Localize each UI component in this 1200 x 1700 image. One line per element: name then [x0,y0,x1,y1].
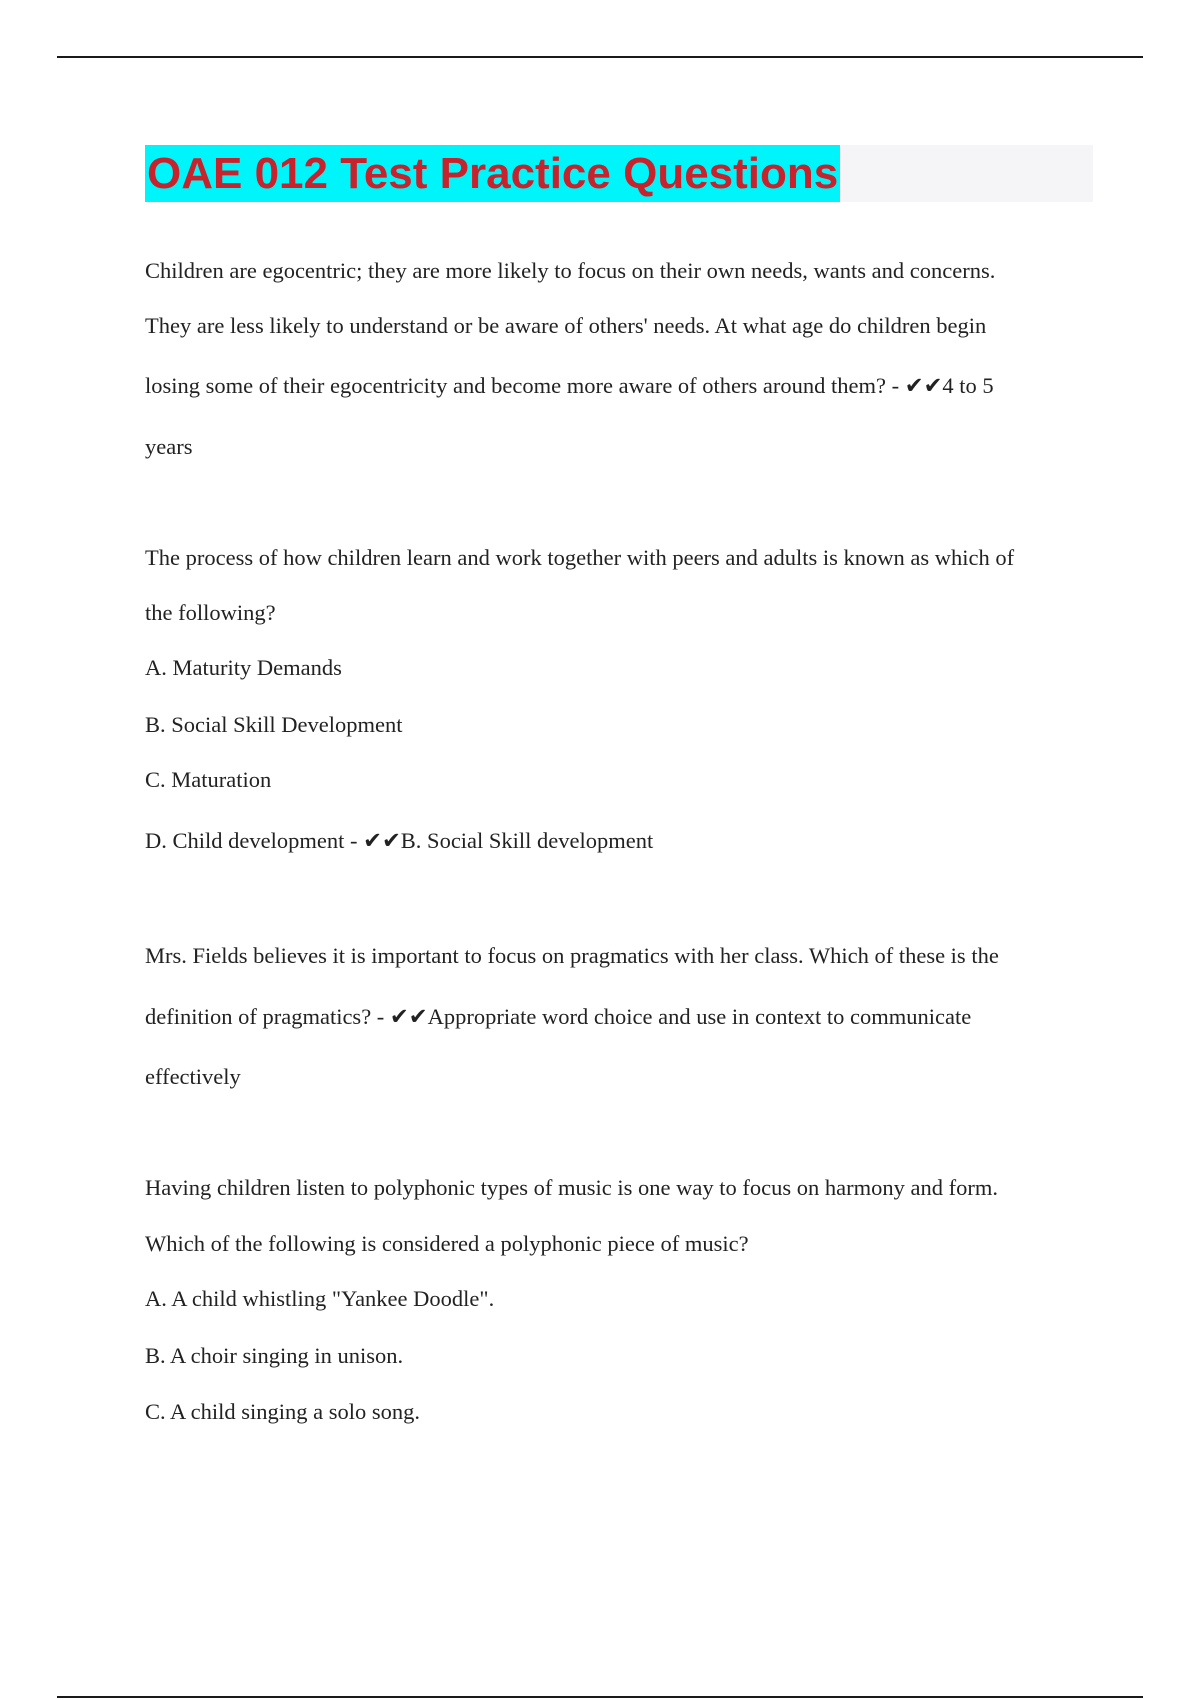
page-title: OAE 012 Test Practice Questions [145,145,840,202]
question-2-option-c: C. Maturation [145,767,272,792]
question-4-line-1: Having children listen to polyphonic types of music is one way to focus on harmony and form. [145,1175,998,1200]
question-3-line-2: definition of pragmatics? - ✔✔Appropriate word choice and use in context to communicate [145,1004,972,1029]
question-4-line-2: Which of the following is considered a polyphonic piece of music? [145,1231,749,1256]
question-3-line-1: Mrs. Fields believes it is important to focus on pragmatics with her class. Which of these is the [145,943,999,968]
question-4-option-b: B. A choir singing in unison. [145,1343,404,1368]
bottom-rule [57,1696,1143,1698]
question-2-option-d-answer: D. Child development - ✔✔B. Social Skill development [145,828,654,853]
question-1-line-4: years [145,434,193,459]
question-3-line-3: effectively [145,1064,241,1089]
question-2-line-2: the following? [145,600,276,625]
top-rule [57,56,1143,58]
question-1-line-3: losing some of their egocentricity and become more aware of others around them? - ✔✔4 to 5 [145,373,994,398]
question-2-option-a: A. Maturity Demands [145,655,342,680]
question-4-option-a: A. A child whistling "Yankee Doodle". [145,1286,495,1311]
question-2-line-1: The process of how children learn and work together with peers and adults is known as which of [145,545,1015,570]
question-2-option-b: B. Social Skill Development [145,712,403,737]
question-4-option-c: C. A child singing a solo song. [145,1399,421,1424]
question-1-line-1: Children are egocentric; they are more likely to focus on their own needs, wants and concerns. [145,258,996,283]
question-1-line-2: They are less likely to understand or be aware of others' needs. At what age do children begin [145,313,987,338]
